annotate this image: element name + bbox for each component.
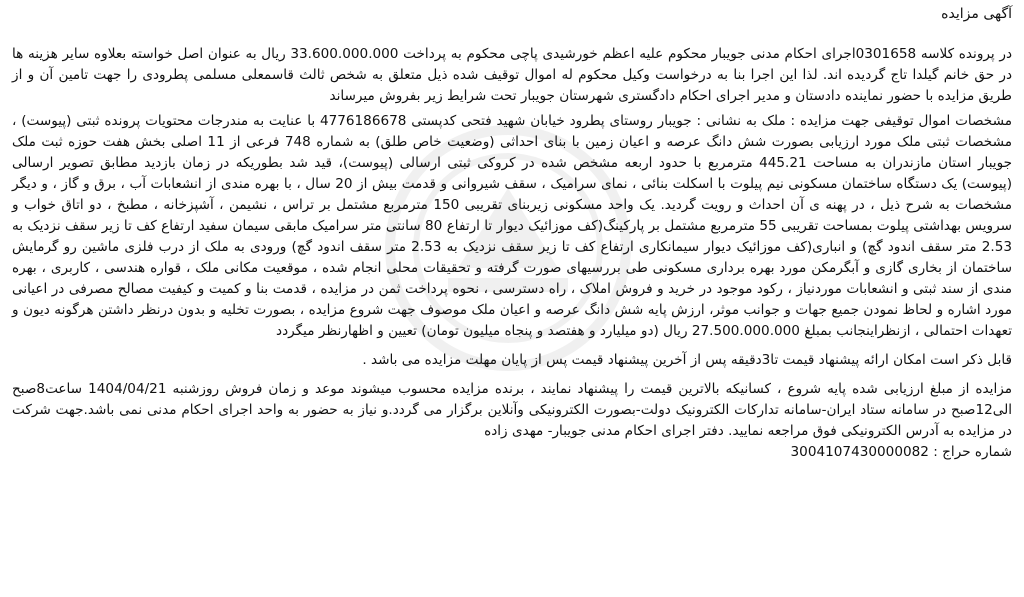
- bid-note-paragraph: قابل ذکر است امکان ارائه پیشنهاد قیمت تا3دقیقه پس از آخرین پیشنهاد قیمت پس از پایان مهلت مزایده می باشد .: [362, 352, 1012, 368]
- auction-notice: [12, 4, 1012, 463]
- auction-terms-paragraph: مزایده از مبلغ ارزیابی شده پایه شروع ، کسانیکه بالاترین قیمت را پیشنهاد نمایند ، برنده مزایده محسوب میشوند موعد و زمان فروش روزشنبه 1404/04/21 ساعت8صبح الی12صبح در سامانه ستاد ایران-سامانه تدارکات الکترونیک دولت-بصورت الکترونیکی وآنلاین برگزار می گردد.و نیاز به حضور به واحد اجرای احکام مدنی نمی باشد.جهت شرکت در مزایده به آدرس الکترونیکی فوق مراجعه نمایید. دفتر اجرای احکام مدنی جویبار- مهدی زاده: [12, 381, 1013, 439]
- auction-number: شماره حراج : 3004107430000082: [790, 444, 1012, 460]
- property-specs-paragraph: مشخصات اموال توقیفی جهت مزایده : ملک به نشانی : جویبار روستای پطرود خیابان شهید فتحی کدپستی 4776186678 با عنایت به مندرجات محتویات پرونده ثبتی (پیوست) ، مشخصات ثبتی ملک مورد ارزیابی بصورت شش دانگ عرصه و اعیان زمین با بنای احداثی (وضعیت خاص طلق) به شماره 748 فرعی از 11 اصلی بخش هفت حوزه ثبت ملک جویبار استان مازندران به مساحت 445.21 مترمربع با حدود اربعه مشخص شده در کروکی ثبتی ارسالی (پیوست)، قید شد بطوریکه در زمان بازدید مطابق تصویر ارسالی (پیوست) یک دستگاه ساختمان مسکونی نیم پیلوت با اسکلت بنائی ، نمای سرامیک ، سقف شیروانی و قدمت بیش از 20 سال ، با بهره مندی از انشعابات آب ، برق و گاز ، و دیگر مشخصات به شرح ذیل ، در پهنه ی آن احداث و رویت گردید. یک واحد مسکونی زیربنای تقریبی 150 مترمربع مشتمل بر تراس ، نشیمن ، آشپزخانه ، مطبخ ، دو اتاق خواب و سرویس بهداشتی پیلوت بمساحت تقریبی 55 مترمربع مشتمل بر پارکینگ(کف موزائیک دیوار تا ارتفاع 80 سانتی متر سرامیک مابقی سیمان سفید ارتفاع کف تا زیر سقف نزدیک به 2.53 متر سقف اندود گچ) و انباری(کف موزائیک دیوار سیمانکاری ارتفاع کف تا زیر سقف نزدیک به 2.53 متر سقف اندود گچ) ورودی به ملک از درب فلزی ماشین رو گرمایش ساختمان از بخاری گازی و آبگرمکن مورد بهره برداری مسکونی طی بررسیهای صورت گرفته و تحقیقات محلی انجام شده ، موقعیت مکانی ملک ، قواره هندسی ، کاربری ، بهره مندی از سند ثبتی و انشعابات موردنیاز ، رکود موجود در خرید و فروش املاک ، راه دسترسی ، نحوه پرداخت ثمن در مزایده ، قدمت بنا و کمیت و کیفیت مصالح مصرفی در اعیانی مورد اشاره و لحاظ نمودن جمیع جهات و جوانب موثر، ارزش پایه شش دانگ عرصه و اعیان ملک موصوف جهت شروع مزایده ، بصورت تخلیه و بدون درنظر داشتن هرگونه دیون و تعهدات احتمالی ، ازنظراینجانب بمبلغ 27.500.000.000 ریال (دو میلیارد و هفتصد و پنجاه میلیون تومان) تعیین و اظهارنظر میگردد: [12, 113, 1013, 339]
- case-paragraph: در پرونده کلاسه 0301658اجرای احکام مدنی جویبار محکوم علیه اعظم خورشیدی پاچی محکوم به پرداخت 33.600.000.000 ریال به عنوان اصل خواسته بعلاوه سایر هزینه ها در حق خانم گیلدا تاج گردیده اند. لذا این اجرا بنا به درخواست وکیل محکوم له اموال توقیف شده ذیل متعلق به شخص ثالث قاسمعلی مسلمی پطرودی را جهت تامین آن و از طریق مزایده با حضور نماینده دادستان و مدیر اجرای احکام دادگستری شهرستان جویبار تحت شرایط زیر بفروش میرساند: [12, 46, 1012, 104]
- notice-title: آگهی مزایده: [941, 6, 1012, 22]
